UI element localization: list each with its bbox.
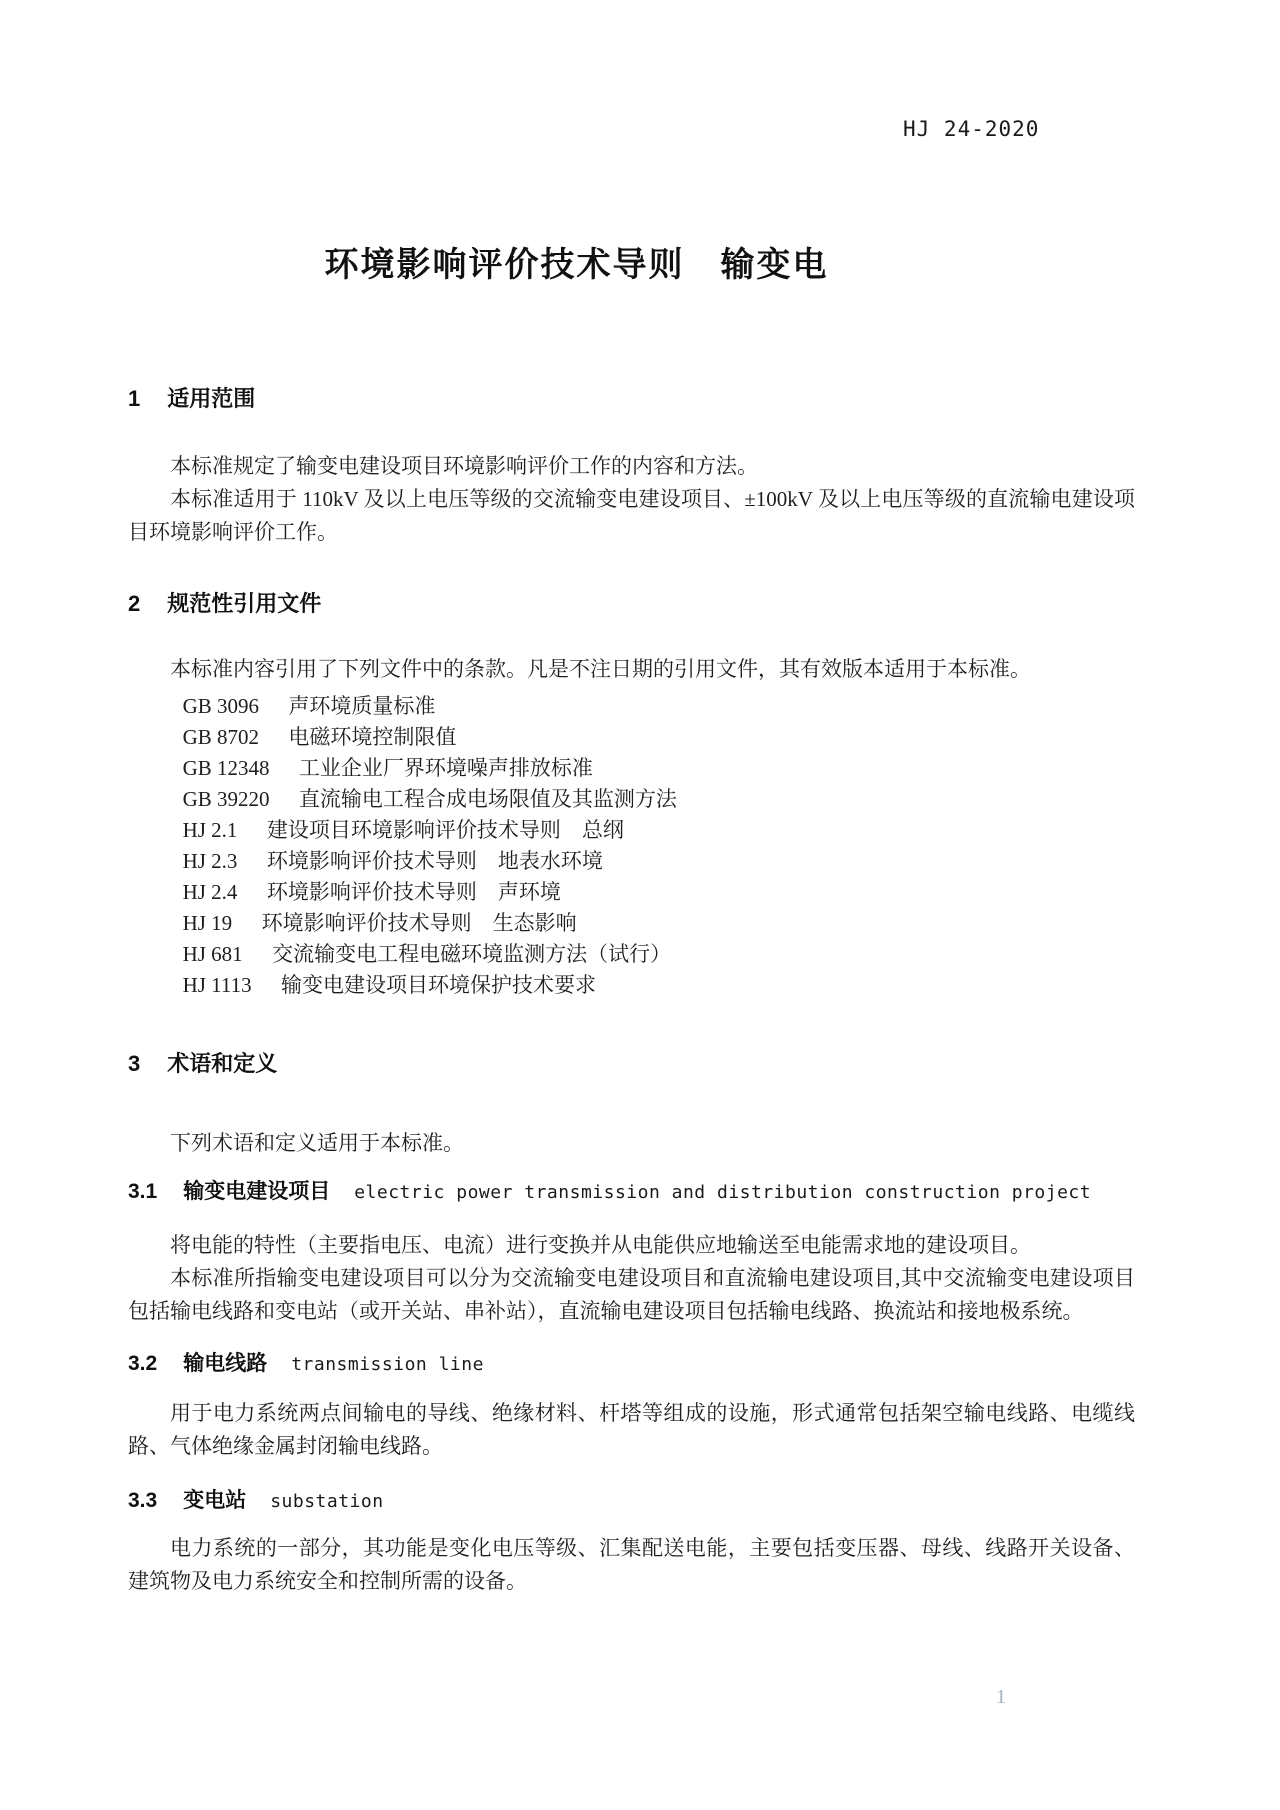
section-1-title: 适用范围 xyxy=(167,386,256,411)
term-name-en: electric power transmission and distribution construction project xyxy=(354,1182,1092,1203)
reference-code: HJ 19 xyxy=(182,911,233,935)
reference-title: 电磁环境控制限值 xyxy=(288,725,457,749)
section-3-title: 术语和定义 xyxy=(167,1051,278,1076)
reference-title: 声环境质量标准 xyxy=(288,694,436,718)
section-2-heading xyxy=(128,590,1135,617)
reference-item xyxy=(183,722,1135,753)
reference-list xyxy=(128,691,1135,1001)
reference-title: 输变电建设项目环境保护技术要求 xyxy=(281,973,597,997)
reference-code: GB 8702 xyxy=(182,725,260,749)
section-3-heading xyxy=(128,1050,1135,1077)
section-2-number: 2 xyxy=(128,591,141,616)
reference-code: HJ 681 xyxy=(182,942,243,966)
reference-item xyxy=(183,815,1135,846)
section-3-number: 3 xyxy=(128,1051,141,1076)
page-number: 1 xyxy=(996,1686,1006,1708)
term-heading-3-3 xyxy=(128,1487,1135,1515)
term-number: 3.1 xyxy=(128,1180,158,1203)
reference-item xyxy=(183,908,1135,939)
reference-code: HJ 1113 xyxy=(182,973,252,997)
term-heading-3-2 xyxy=(128,1350,1135,1378)
section-3-intro: 下列术语和定义适用于本标准。 xyxy=(170,1131,464,1155)
term-number: 3.2 xyxy=(128,1352,158,1375)
reference-title: 环境影响评价技术导则 地表水环境 xyxy=(266,849,603,873)
term-3-1-paragraph-1: 将电能的特性（主要指电压、电流）进行变换并从电能供应地输送至电能需求地的建设项目。 xyxy=(170,1233,1031,1257)
term-3-2-paragraph-1: 用于电力系统两点间输电的导线、绝缘材料、杆塔等组成的设施，形式通常包括架空输电线路、电缆线路、气体绝缘金属封闭输电线路。 xyxy=(128,1401,1135,1458)
reference-code: HJ 2.1 xyxy=(182,818,238,842)
term-name-zh: 变电站 xyxy=(183,1489,247,1512)
document-title: 环境影响评价技术导则 输变电 xyxy=(324,246,829,284)
section-1-paragraph-2: 本标准适用于 110kV 及以上电压等级的交流输变电建设项目、±100kV 及以上电压等级的直流输电建设项目环境影响评价工作。 xyxy=(128,487,1135,544)
reference-item xyxy=(183,939,1135,970)
reference-item xyxy=(183,753,1135,784)
term-heading-3-1 xyxy=(128,1178,1135,1206)
reference-code: GB 3096 xyxy=(182,694,260,718)
document-code: HJ 24-2020 xyxy=(903,117,1040,141)
reference-title: 建设项目环境影响评价技术导则 总纲 xyxy=(266,818,624,842)
term-name-zh: 输电线路 xyxy=(183,1352,268,1375)
section-1-heading xyxy=(128,385,1135,412)
reference-title: 环境影响评价技术导则 声环境 xyxy=(266,880,561,904)
section-2-title: 规范性引用文件 xyxy=(167,591,322,616)
reference-item xyxy=(183,877,1135,908)
term-3-3-paragraph-1: 电力系统的一部分，其功能是变化电压等级、汇集配送电能，主要包括变压器、母线、线路开关设备、建筑物及电力系统安全和控制所需的设备。 xyxy=(128,1536,1135,1593)
term-name-zh: 输变电建设项目 xyxy=(183,1180,331,1203)
section-1-paragraph-1: 本标准规定了输变电建设项目环境影响评价工作的内容和方法。 xyxy=(170,454,758,478)
reference-item xyxy=(183,846,1135,877)
reference-title: 环境影响评价技术导则 生态影响 xyxy=(261,911,577,935)
reference-item xyxy=(183,784,1135,815)
reference-code: GB 39220 xyxy=(182,787,270,811)
term-number: 3.3 xyxy=(128,1489,158,1512)
reference-code: HJ 2.3 xyxy=(182,849,238,873)
reference-item xyxy=(183,970,1135,1001)
reference-code: GB 12348 xyxy=(182,756,270,780)
reference-code: HJ 2.4 xyxy=(182,880,238,904)
reference-title: 直流输电工程合成电场限值及其监测方法 xyxy=(298,787,677,811)
section-2-intro: 本标准内容引用了下列文件中的条款。凡是不注日期的引用文件，其有效版本适用于本标准。 xyxy=(170,657,1031,681)
reference-title: 交流输变电工程电磁环境监测方法（试行） xyxy=(272,942,672,966)
reference-title: 工业企业厂界环境噪声排放标准 xyxy=(298,756,593,780)
term-name-en: substation xyxy=(270,1491,384,1512)
term-3-1-paragraph-2: 本标准所指输变电建设项目可以分为交流输变电建设项目和直流输电建设项目,其中交流输变电建设项目包括输电线路和变电站（或开关站、串补站），直流输电建设项目包括输电线路、换流站和接地极系统。 xyxy=(128,1266,1135,1323)
section-1-number: 1 xyxy=(128,386,141,411)
reference-item xyxy=(183,691,1135,722)
term-name-en: transmission line xyxy=(291,1354,484,1375)
